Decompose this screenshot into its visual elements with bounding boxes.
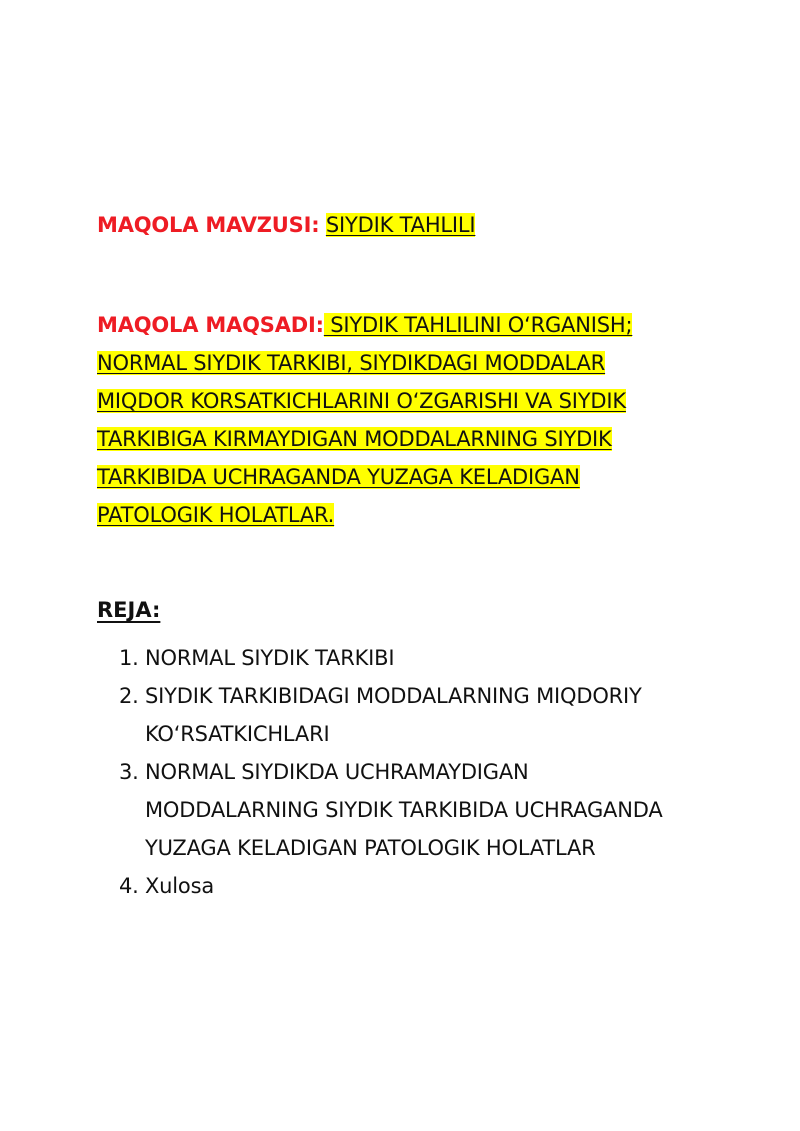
plan-list	[97, 639, 697, 905]
plan-item-text: NORMAL SIYDIKDA UCHRAMAYDIGAN MODDALARNING SIYDIK TARKIBIDA UCHRAGANDA YUZAGA KELADIGAN PATOLOGIK HOLATLAR	[145, 760, 663, 860]
plan-item-1	[97, 639, 697, 677]
plan-item-number: 1.	[119, 646, 139, 670]
plan-item-2	[97, 677, 697, 753]
purpose-label: MAQOLA MAQSADI:	[97, 313, 324, 337]
plan-item-text: NORMAL SIYDIK TARKIBI	[145, 646, 395, 670]
plan-heading: REJA:	[97, 598, 161, 622]
plan-item-4	[97, 867, 697, 905]
purpose-value: SIYDIK TAHLILINI O‘RGANISH; NORMAL SIYDIK TARKIBI, SIYDIKDAGI MODDALAR MIQDOR KORSATKICHLARINI O‘ZGARISHI VA SIYDIK TARKIBIGA KIRMAYDIGAN MODDALARNING SIYDIK TARKIBIDA UCHRAGANDA YUZAGA KELADIGAN PATOLOGIK HOLATLAR.	[97, 313, 633, 527]
plan-item-text: Xulosa	[145, 874, 214, 898]
plan-item-number: 3.	[119, 760, 139, 784]
article-topic	[97, 207, 475, 243]
topic-value: SIYDIK TAHLILI	[325, 213, 476, 237]
plan-item-3	[97, 753, 697, 867]
plan-item-text: SIYDIK TARKIBIDAGI MODDALARNING MIQDORIY KO‘RSATKICHLARI	[145, 684, 642, 746]
plan-item-number: 4.	[119, 874, 139, 898]
plan-item-number: 2.	[119, 684, 139, 708]
article-purpose	[97, 306, 697, 534]
topic-label: MAQOLA MAVZUSI:	[97, 213, 320, 237]
